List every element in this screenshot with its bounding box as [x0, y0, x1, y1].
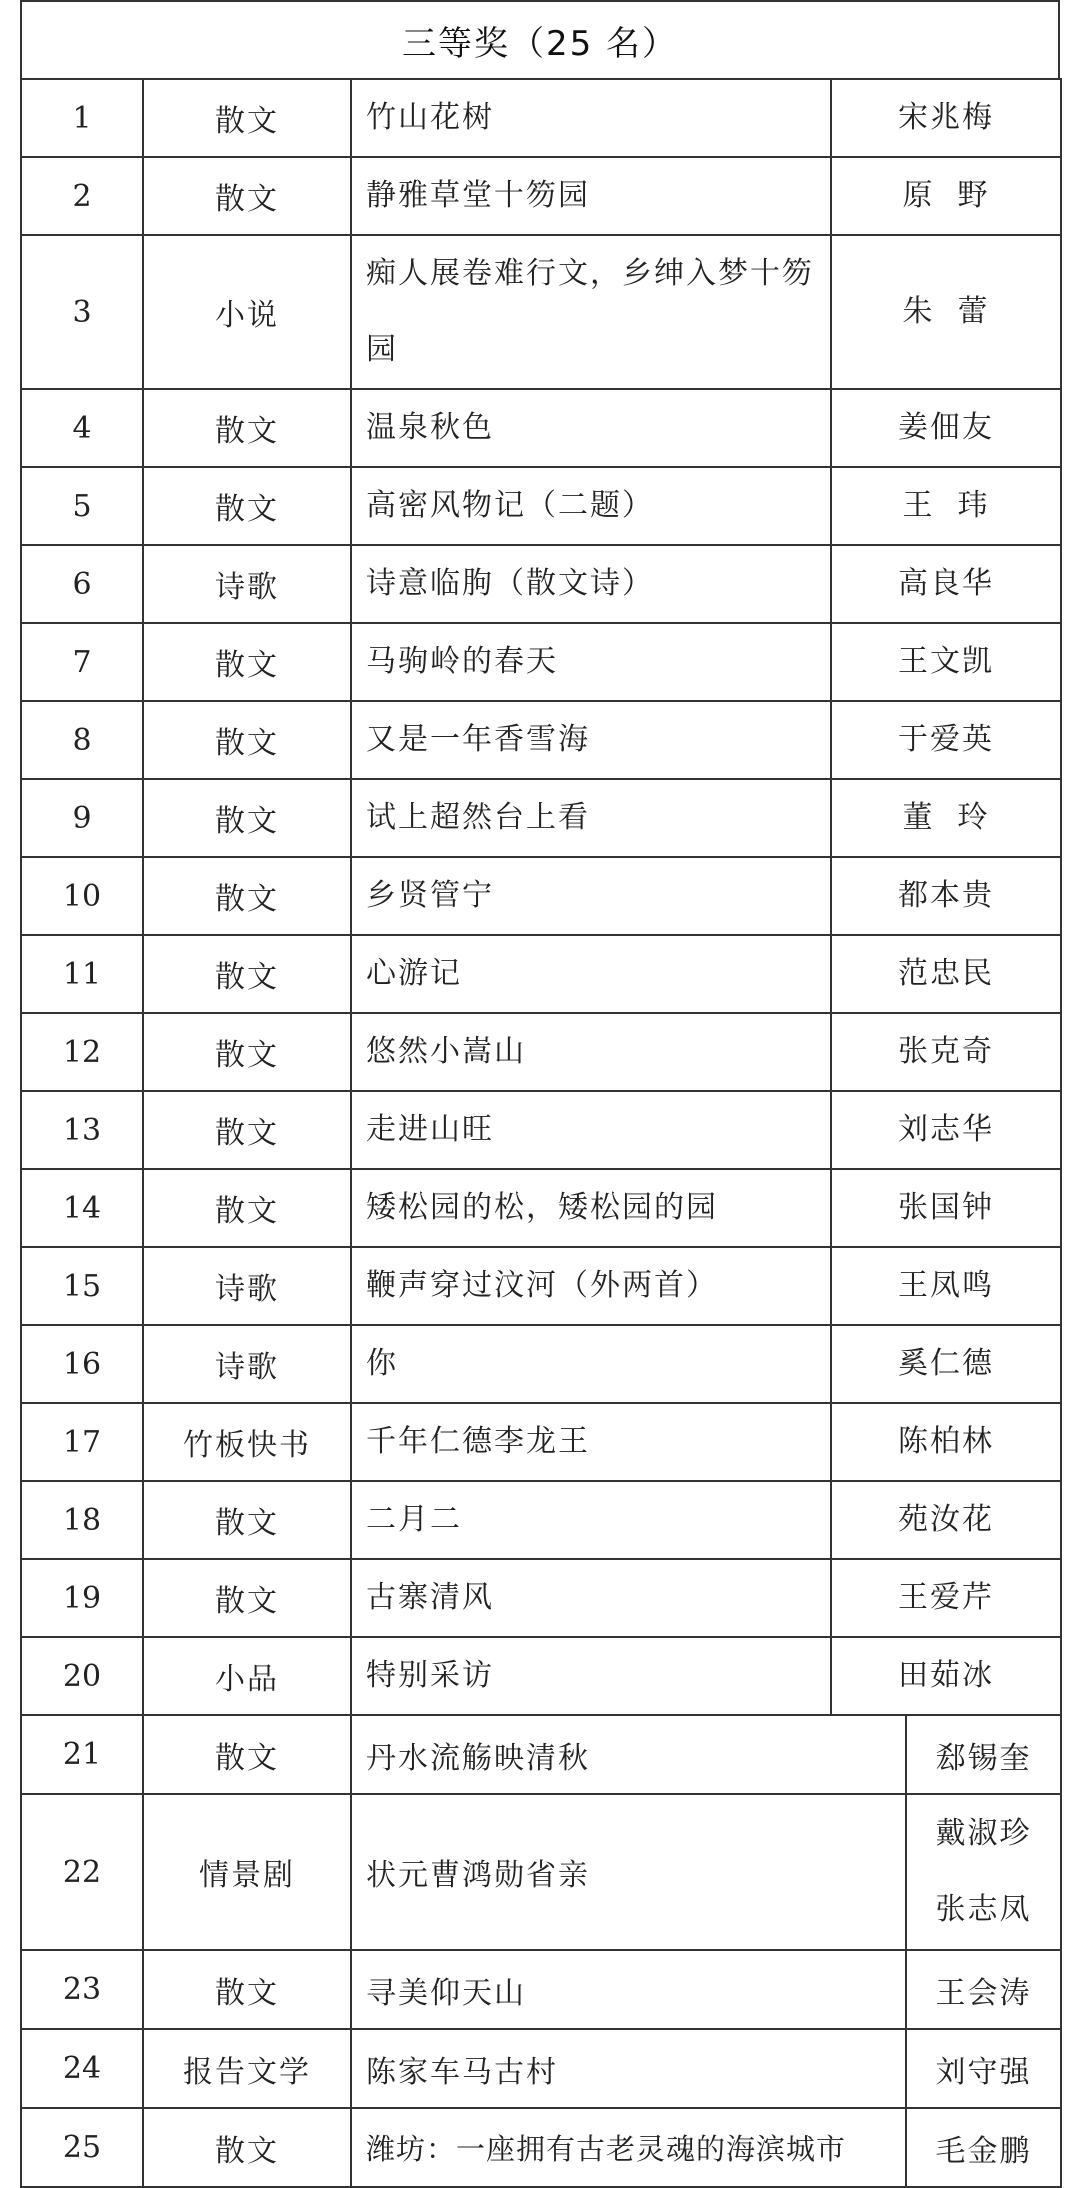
row-title-author-cell: [351, 2108, 1061, 2187]
table-row: [21, 235, 1061, 389]
row-author: 刘志华: [831, 1091, 1061, 1169]
row-title: 静雅草堂十笏园: [351, 157, 831, 235]
row-genre: 散文: [143, 701, 351, 779]
row-genre: 散文: [143, 1013, 351, 1091]
row-number: 9: [21, 779, 143, 857]
row-title: 鞭声穿过汶河（外两首）: [351, 1247, 831, 1325]
table-row: [21, 701, 1061, 779]
row-title: 千年仁德李龙王: [351, 1403, 831, 1481]
row-author: 都本贵: [831, 857, 1061, 935]
row-number: 7: [21, 623, 143, 701]
row-number: 2: [21, 157, 143, 235]
table-row: [21, 1794, 1061, 1950]
row-author: 王 玮: [831, 467, 1061, 545]
row-genre: 散文: [143, 1481, 351, 1559]
row-genre: 散文: [143, 1715, 351, 1794]
table-row: [21, 623, 1061, 701]
row-number: 5: [21, 467, 143, 545]
row-genre: 散文: [143, 1169, 351, 1247]
table-row: [21, 467, 1061, 545]
row-genre: 散文: [143, 779, 351, 857]
row-title: 乡贤管宁: [351, 857, 831, 935]
row-number: 11: [21, 935, 143, 1013]
row-author: 王会涛: [935, 1975, 1032, 2011]
row-title: 丹水流觞映清秋: [352, 1716, 907, 1793]
row-title: 古寨清风: [351, 1559, 831, 1637]
row-number: 16: [21, 1325, 143, 1403]
row-title: 你: [351, 1325, 831, 1403]
row-number: 24: [21, 2029, 143, 2108]
row-author: 王文凯: [831, 623, 1061, 701]
row-title-author-cell: [351, 2029, 1061, 2108]
row-number: 6: [21, 545, 143, 623]
row-author: 姜佃友: [831, 389, 1061, 467]
row-title: 陈家车马古村: [352, 2030, 907, 2107]
row-author: 高良华: [831, 545, 1061, 623]
row-genre: 散文: [143, 467, 351, 545]
table-row: [21, 1169, 1061, 1247]
row-title: 状元曹鸿勋省亲: [352, 1795, 907, 1949]
row-genre: 散文: [143, 1559, 351, 1637]
row-genre: 小品: [143, 1637, 351, 1715]
row-author: 原 野: [831, 157, 1061, 235]
row-author: 王凤鸣: [831, 1247, 1061, 1325]
row-genre: 散文: [143, 935, 351, 1013]
row-title: 马驹岭的春天: [351, 623, 831, 701]
row-number: 4: [21, 389, 143, 467]
row-author: 郄锡奎: [935, 1740, 1032, 1776]
row-genre: 散文: [143, 623, 351, 701]
row-genre: 诗歌: [143, 1247, 351, 1325]
row-author: 奚仁德: [831, 1325, 1061, 1403]
row-number: 8: [21, 701, 143, 779]
row-number: 13: [21, 1091, 143, 1169]
row-title: 走进山旺: [351, 1091, 831, 1169]
row-title: 高密风物记（二题）: [351, 467, 831, 545]
row-author: 范忠民: [831, 935, 1061, 1013]
row-number: 1: [21, 79, 143, 157]
row-title: 潍坊：一座拥有古老灵魂的海滨城市: [352, 2109, 907, 2186]
row-title-author-cell: [351, 1715, 1061, 1794]
award-table-sheet: [20, 0, 1060, 2169]
row-genre: 散文: [143, 1950, 351, 2029]
row-genre: 散文: [143, 389, 351, 467]
row-title: 悠然小嵩山: [351, 1013, 831, 1091]
row-author: 王爱芹: [831, 1559, 1061, 1637]
row-title: 竹山花树: [351, 79, 831, 157]
row-title: 矮松园的松，矮松园的园: [351, 1169, 831, 1247]
row-author: 董 玲: [831, 779, 1061, 857]
row-number: 15: [21, 1247, 143, 1325]
row-genre: 诗歌: [143, 545, 351, 623]
row-genre: 散文: [143, 857, 351, 935]
table-row: [21, 1559, 1061, 1637]
row-genre: 散文: [143, 157, 351, 235]
row-author: 苑汝花: [831, 1481, 1061, 1559]
table-row: [21, 1013, 1061, 1091]
row-author: 于爱英: [831, 701, 1061, 779]
row-title: 诗意临朐（散文诗）: [351, 545, 831, 623]
table-row: [21, 857, 1061, 935]
row-author: 毛金鹏: [935, 2133, 1032, 2169]
row-number: 22: [21, 1794, 143, 1950]
row-number: 17: [21, 1403, 143, 1481]
table-row: [21, 1247, 1061, 1325]
table-row: [21, 2029, 1061, 2108]
table-row: [21, 1950, 1061, 2029]
row-title-author-cell: [351, 1950, 1061, 2029]
row-title: 二月二: [351, 1481, 831, 1559]
row-genre: 诗歌: [143, 1325, 351, 1403]
row-number: 21: [21, 1715, 143, 1794]
row-author-second: 张志凤: [935, 1892, 1032, 1927]
row-genre: 小说: [143, 235, 351, 389]
table-row: [21, 1091, 1061, 1169]
award-table: [20, 78, 1062, 2188]
row-number: 23: [21, 1950, 143, 2029]
row-title: 又是一年香雪海: [351, 701, 831, 779]
table-row: [21, 1715, 1061, 1794]
table-row: [21, 389, 1061, 467]
row-title: 试上超然台上看: [351, 779, 831, 857]
row-title-author-cell: [351, 1794, 1061, 1950]
row-title: 痴人展卷难行文，乡绅入梦十笏园: [351, 235, 831, 389]
row-author: 陈柏林: [831, 1403, 1061, 1481]
table-title: 三等奖（25 名）: [20, 0, 1060, 78]
row-genre: 竹板快书: [143, 1403, 351, 1481]
row-title: 温泉秋色: [351, 389, 831, 467]
row-title: 特别采访: [351, 1637, 831, 1715]
row-author-group: [907, 1795, 1060, 1949]
row-number: 10: [21, 857, 143, 935]
row-genre: 报告文学: [143, 2029, 351, 2108]
table-row: [21, 157, 1061, 235]
row-number: 25: [21, 2108, 143, 2187]
table-row: [21, 935, 1061, 1013]
table-row: [21, 779, 1061, 857]
table-row: [21, 1637, 1061, 1715]
row-genre: 散文: [143, 1091, 351, 1169]
row-number: 3: [21, 235, 143, 389]
row-number: 14: [21, 1169, 143, 1247]
row-author: 刘守强: [935, 2054, 1032, 2090]
table-row: [21, 545, 1061, 623]
table-row: [21, 1481, 1061, 1559]
row-number: 20: [21, 1637, 143, 1715]
row-author: 宋兆梅: [831, 79, 1061, 157]
row-author: 张克奇: [831, 1013, 1061, 1091]
table-row: [21, 1325, 1061, 1403]
table-row: [21, 1403, 1061, 1481]
row-title: 寻美仰天山: [352, 1951, 907, 2028]
row-author: 田茹冰: [831, 1637, 1061, 1715]
table-row: [21, 79, 1061, 157]
row-number: 19: [21, 1559, 143, 1637]
row-author: 张国钟: [831, 1169, 1061, 1247]
row-genre: 散文: [143, 79, 351, 157]
row-number: 18: [21, 1481, 143, 1559]
row-author: 戴淑珍: [935, 1816, 1032, 1851]
row-number: 12: [21, 1013, 143, 1091]
row-author: 朱 蕾: [831, 235, 1061, 389]
table-row: [21, 2108, 1061, 2187]
row-title: 心游记: [351, 935, 831, 1013]
row-genre: 情景剧: [143, 1794, 351, 1950]
row-genre: 散文: [143, 2108, 351, 2187]
